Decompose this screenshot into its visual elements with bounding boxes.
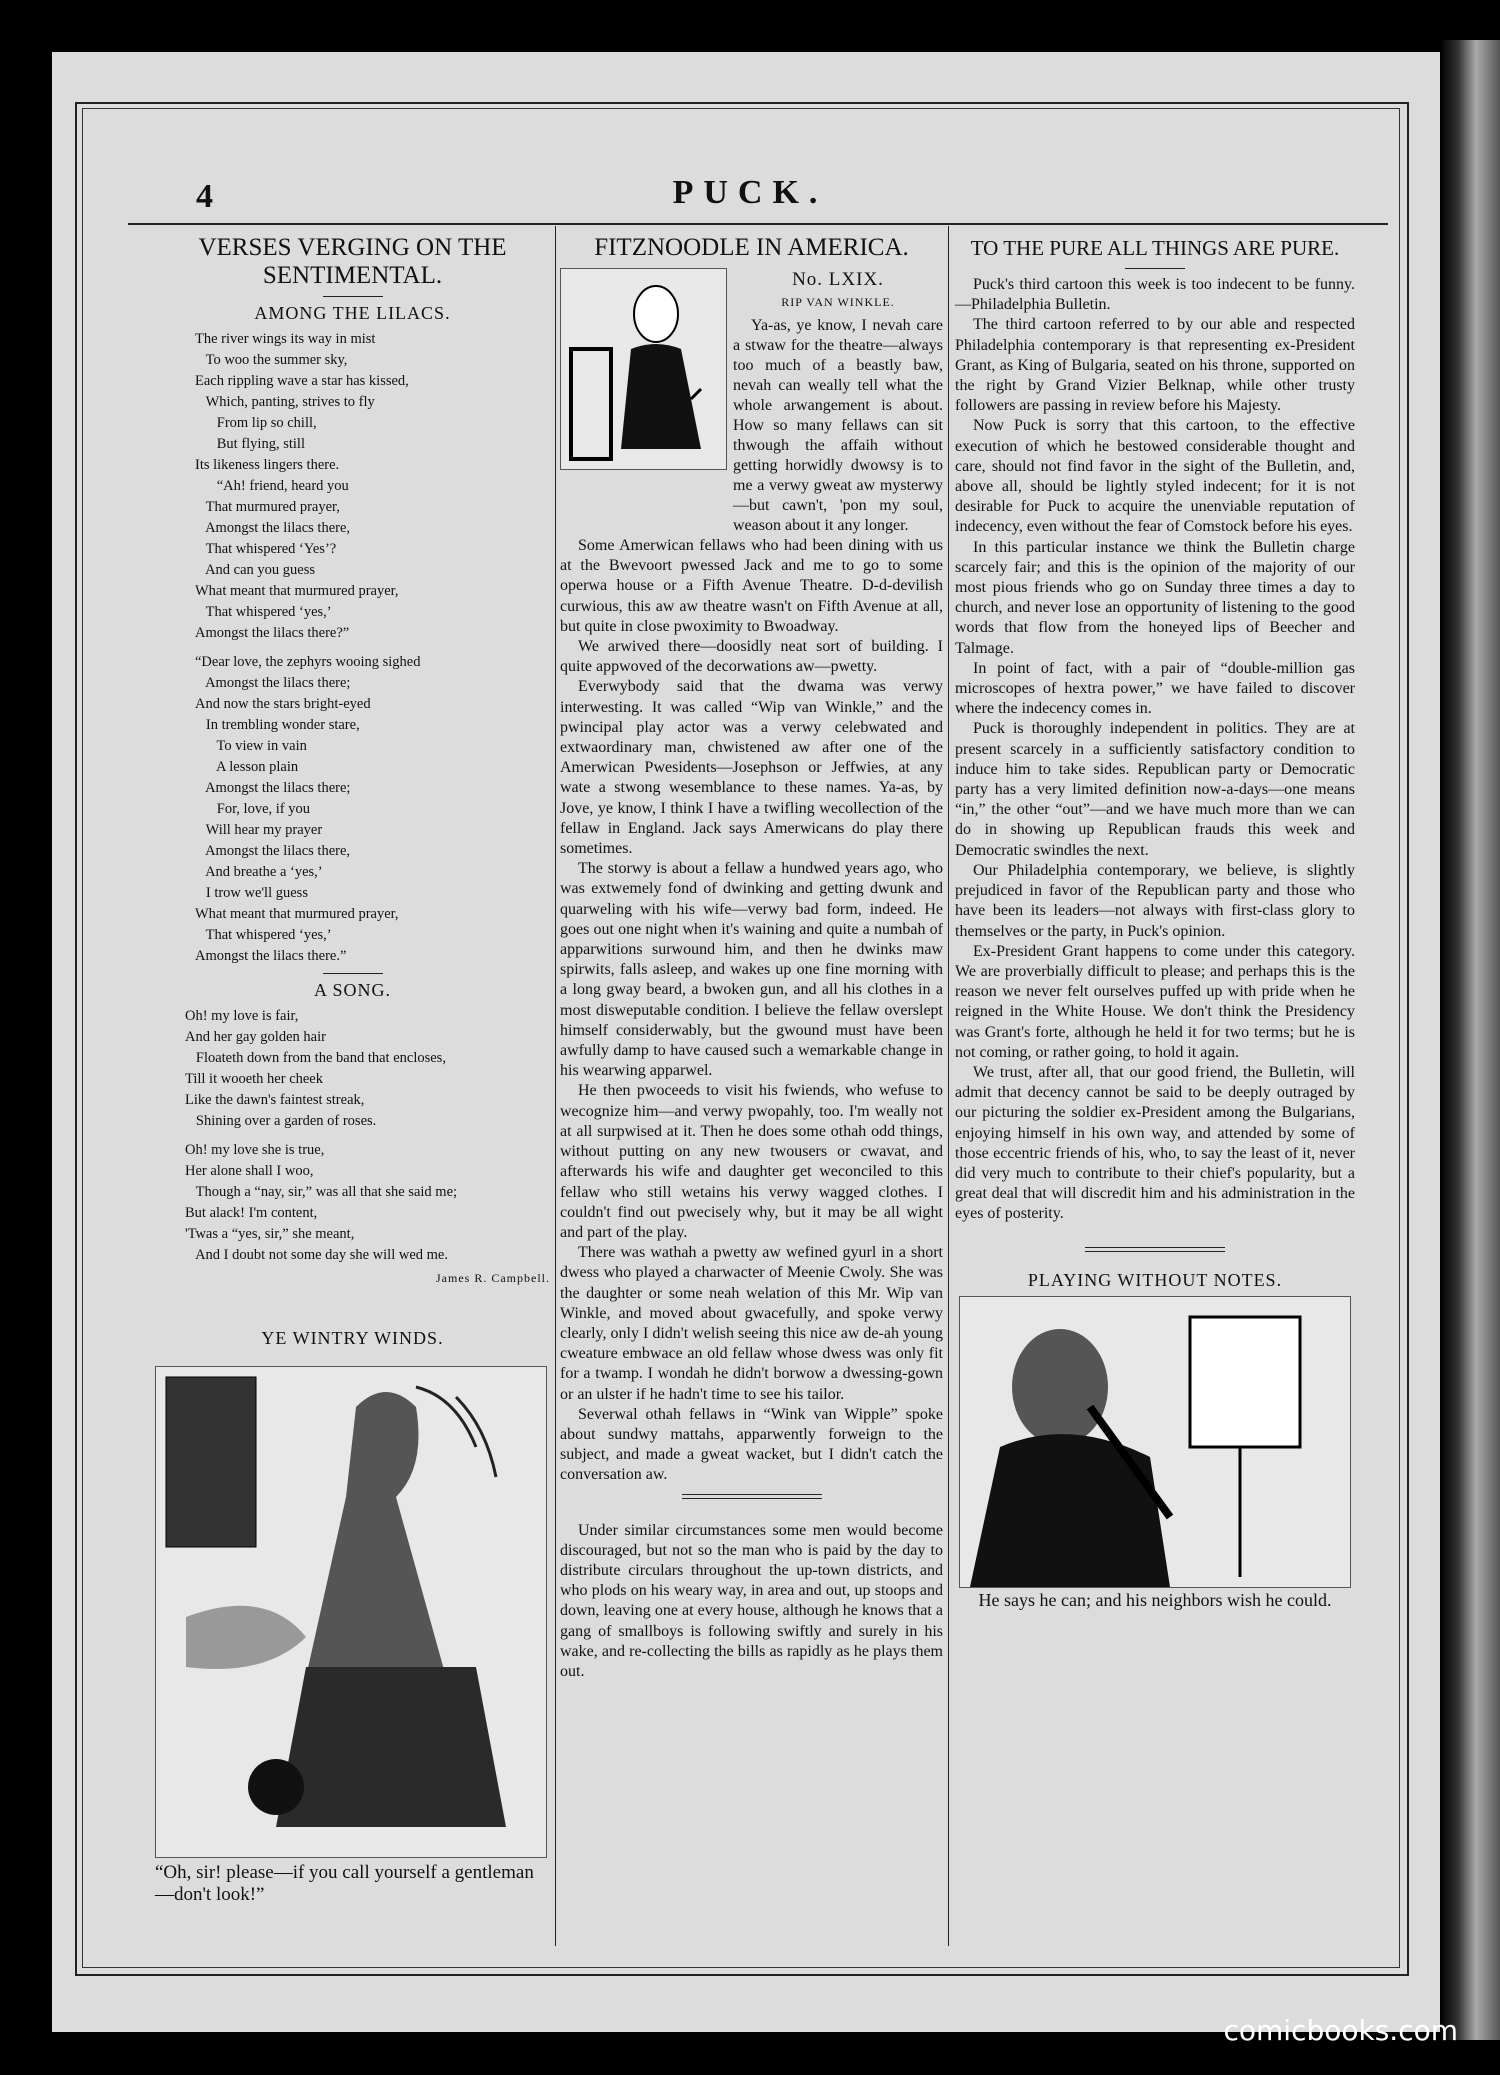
paragraph: The storwy is about a fellaw a hundwed years ago, who was extwemely fond of dwinking and getting dwunk and quarweling with his wife—verwy bad form, indeed. He goes out one night when it's waining and quite a numbah of apparwitions surwound him, and then he dwinks maw spirwits, falls asleep, and wakes up one fine morning with a long gway beard, a bwoken gun, and all his clothes in a most disweputable condition. I believe the fellaw overslept himself considerwably, but the gwound must have been awfully damp to have caused such a wemarkable change in his wearwing apparwel.	[560, 860, 943, 1080]
poem-title: AMONG THE LILACS.	[254, 303, 451, 323]
column-divider	[555, 226, 556, 1946]
poem-line: What meant that murmured prayer,	[195, 906, 399, 922]
poem-line: That murmured prayer,	[195, 499, 340, 515]
article-body	[560, 536, 943, 1486]
under-circumstances-paragraph	[560, 1521, 943, 1683]
poem-line: Each rippling wave a star has kissed,	[195, 373, 409, 389]
poem-line: 'Twas a “yes, sir,” she meant,	[185, 1226, 355, 1242]
paragraph: We arwived there—doosidly neat sort of building. I quite appwoved of the decorwations aw—pwetty.	[560, 638, 943, 676]
poem-line: A lesson plain	[195, 759, 299, 775]
poem-line: And breathe a ‘yes,’	[195, 864, 323, 880]
paragraph: Puck is thoroughly independent in politics. They are at present scarcely in a sufficiently satisfactory condition to induce him to take sides. Republican party or Democratic party has a very limited definition now-a-days—one means “in,” the other “out”—and we have much more than we can do in showing up Republican frauds this week and Democratic swindles the next.	[955, 720, 1355, 859]
poem-line: And her gay golden hair	[185, 1029, 326, 1045]
paragraph: In point of fact, with a pair of “double-million gas microscopes of hextra power,” we have failed to discover where the indecency comes in.	[955, 659, 1355, 718]
poem-line: Amongst the lilacs there;	[195, 675, 351, 691]
poem-line	[185, 1132, 550, 1140]
article-intro	[733, 316, 943, 536]
paragraph: Everwybody said that the dwama was verwy interwesting. It was called “Wip van Winkle,” and the pwincipal play actor was a verwy celebwated and extwaordinary man, chwistened aw after one of the Amerwican Pwesidents—Josephson or Jeffwies, at any wate a stwong wesemblance to these names. Ya-as, by Jove, ye know, I think I have a twifling wecollection of the fellaw in England. Jack says Amerwicans do play there sometimes.	[560, 678, 943, 858]
poem-line: Which, panting, strives to fly	[195, 394, 375, 410]
wintry-winds-illustration	[155, 1366, 547, 1858]
poem-line: And I doubt not some day she will wed me.	[185, 1247, 448, 1263]
poem-title: A SONG.	[313, 980, 391, 1000]
section-heading: FITZNOODLE IN AMERICA.	[594, 234, 909, 261]
illustration-title: PLAYING WITHOUT NOTES.	[1027, 1269, 1283, 1290]
poem-line: The river wings its way in mist	[195, 331, 376, 347]
poem-line: Floateth down from the band that encloses,	[185, 1050, 446, 1066]
intro-paragraph: Ya-as, ye know, I nevah care a stwaw for the theatre—always too much of a beastly baw, nevah can weally tell what the whole arwangement is about. How so many fellaws can sit thwough the affaih without getting horwidly dwowsy is to me a verwy gweat aw mysterwy—but cawn't, 'pon my soul, weason about it any longer.	[733, 317, 943, 534]
poem-line: And can you guess	[195, 562, 316, 578]
poem-line: Amongst the lilacs there,	[195, 520, 351, 536]
fitznoodle-illustration	[560, 268, 727, 470]
column-verses	[155, 232, 550, 1906]
paragraph: Puck's third cartoon this week is too indecent to be funny.—Philadelphia Bulletin.	[955, 276, 1355, 314]
poem-line: For, love, if you	[195, 801, 311, 817]
column-divider	[948, 226, 949, 1946]
poem-a-song	[155, 1006, 550, 1266]
column-pure	[955, 232, 1355, 1610]
poem-line: Amongst the lilacs there,	[195, 843, 351, 859]
paragraph: Our Philadelphia contemporary, we believe, is slightly prejudiced in favor of the Republican party and those who have been its leaders—not always with first-class glory to themselves or the party, in Puck's opinion.	[955, 861, 1355, 940]
playing-without-notes-illustration	[959, 1296, 1351, 1588]
poem-among-the-lilacs	[155, 329, 550, 967]
paragraph: Now Puck is sorry that this cartoon, to the effective execution of which he bestowed considerable thought and care, should not find favor in the sight of the Bulletin, and, above all, should be lightly styled indecent; for it is not desirable for Puck to acquire the unenviable reputation of indecency, even without the fear of Comstock before his eyes.	[955, 417, 1355, 536]
paragraph: Under similar circumstances some men would become discouraged, but not so the man who is paid by the day to distribute circulars throughout the up-town districts, and who plods on his weary way, in area and out, up stoops and down, leaving one at every house, although he knows that a gang of smallboys is following swiftly and surely in his wake, and re-collecting the bills as rapidly as he plays them out.	[560, 1521, 943, 1680]
paragraph: The third cartoon referred to by our able and respected Philadelphia contemporary is that representing ex-President Grant, as King of Bulgaria, seated on his throne, supported on the right by Grand Vizier Belknap, while other trusty followers are passing in review before his Majesty.	[955, 316, 1355, 415]
article-subtitle: RIP VAN WINKLE.	[781, 295, 895, 309]
article-body	[955, 275, 1355, 1225]
illustration-caption: He says he can; and his neighbors wish he could.	[978, 1589, 1332, 1610]
poem-line: Like the dawn's faintest streak,	[185, 1092, 365, 1108]
poem-line: Its likeness lingers there.	[195, 457, 340, 473]
poem-line: And now the stars bright-eyed	[195, 696, 371, 712]
poem-line: Amongst the lilacs there?”	[195, 625, 350, 641]
page-number: 4	[196, 178, 213, 215]
paragraph: In this particular instance we think the Bulletin charge scarcely fair; and this is the opinion of the majority of our most pious friends who go on Sunday three times a day to church, and never lose an opportunity of listening to the good words that flow from the honeyed lips of Beecher and Talmage.	[955, 538, 1355, 657]
paragraph: We trust, after all, that our good friend, the Bulletin, will admit that decency cannot be said to be deeply outraged by our picturing the soldier ex-President among the Bulgarians, enjoying himself in his own way, and attended by some of those eccentric friends of his, who, to say the least of it, never did very much to contribute to their chief's popularity, but a great deal that will discredit him and his administration in the eyes of posterity.	[955, 1063, 1355, 1223]
poem-line: From lip so chill,	[195, 415, 317, 431]
poem-line	[195, 644, 550, 652]
poem-line: But alack! I'm content,	[185, 1205, 318, 1221]
poem-line: Amongst the lilacs there.”	[195, 948, 347, 964]
poem-line: Oh! my love she is true,	[185, 1142, 325, 1158]
poem-line: Her alone shall I woo,	[185, 1163, 314, 1179]
divider	[1125, 268, 1185, 269]
poem-line: Till it wooeth her cheek	[185, 1071, 323, 1087]
poem-line: To woo the summer sky,	[195, 352, 348, 368]
illustration-caption: “Oh, sir! please—if you call yourself a gentleman—don't look!”	[155, 1862, 534, 1905]
poem-line: Amongst the lilacs there;	[195, 780, 351, 796]
poem-line: What meant that murmured prayer,	[195, 583, 399, 599]
poem-line: But flying, still	[195, 436, 305, 452]
paragraph: There was wathah a pwetty aw wefined gyurl in a short dwess who played a charwacter of Meenie Cwoly. She was the daughter or some neah welation of this Mr. Wip van Winkle, and moved about gwacefully, and spoke verwy clearly, only I didn't welish seeing this nice aw de-ah young cweature embwace an old fellaw whose dwess was only fit for a twamp. I wondah he didn't borwow a dwessing-gown or an ulster if he hadn't time to see his tailor.	[560, 1244, 943, 1403]
masthead-title: PUCK.	[672, 174, 828, 211]
poem-author: James R. Campbell.	[436, 1271, 550, 1285]
paragraph: Ex-President Grant happens to come under this category. We are proverbially difficult to please; and perhaps this is the reason we never felt ourselves puffed up with pride when he reigned in the White House. We don't think the Presidency was Grant's forte, although he held it for two terms; but he is not coming, or rather going, to hold it again.	[955, 942, 1355, 1061]
divider	[682, 1494, 822, 1499]
poem-line: In trembling wonder stare,	[195, 717, 360, 733]
watermark: comicbooks.com	[1223, 2014, 1458, 2047]
divider	[1085, 1247, 1225, 1252]
divider	[323, 296, 383, 297]
poem-line: Will hear my prayer	[195, 822, 323, 838]
paragraph: Severwal othah fellaws in “Wink van Wipple” spoke about sundwy mattahs, apparwently forweign to the subject, and made a gweat wacket, but I didn't catch the conversation aw.	[560, 1405, 943, 1484]
poem-line: “Ah! friend, heard you	[195, 478, 349, 494]
article-number: No. LXIX.	[792, 269, 884, 290]
paragraph: Some Amerwican fellaws who had been dining with us at the Bwevoort pwessed Jack and me to go to some operwa house or a Fifth Avenue Theatre. D-d-devilish curwious, this aw aw theatre wasn't on Fifth Avenue at all, but quite in close pwoximity to Bwoadway.	[560, 537, 943, 635]
poem-line: I trow we'll guess	[195, 885, 308, 901]
poem-line: That whispered ‘yes,’	[195, 927, 332, 943]
masthead-rule	[128, 223, 1388, 225]
column-fitznoodle	[560, 232, 943, 1682]
poem-line: “Dear love, the zephyrs wooing sighed	[195, 654, 421, 670]
illustration-title: YE WINTRY WINDS.	[261, 1328, 444, 1348]
poem-line: Shining over a garden of roses.	[185, 1113, 377, 1129]
section-heading: VERSES VERGING ON THE SENTIMENTAL.	[198, 234, 507, 289]
paragraph: He then pwoceeds to visit his fwiends, who wefuse to wecognize him—and verwy pwopahly, too. I'm weally not at all surpwised at it. Then he does some othah odd things, without putting on any new twousers or cwavat, and afterwards his wife and daughter get weconciled to this fellaw who still wetains his verwy wagged clothes. I couldn't find out pwecisely why, but it may be all wight and part of the play.	[560, 1082, 943, 1241]
section-heading: TO THE PURE ALL THINGS ARE PURE.	[970, 236, 1340, 260]
book-spine	[1440, 40, 1500, 2040]
poem-line: Though a “nay, sir,” was all that she said me;	[185, 1184, 458, 1200]
poem-line: That whispered ‘Yes’?	[195, 541, 337, 557]
poem-line: Oh! my love is fair,	[185, 1008, 299, 1024]
poem-line: To view in vain	[195, 738, 307, 754]
divider	[323, 973, 383, 974]
poem-line: That whispered ‘yes,’	[195, 604, 332, 620]
